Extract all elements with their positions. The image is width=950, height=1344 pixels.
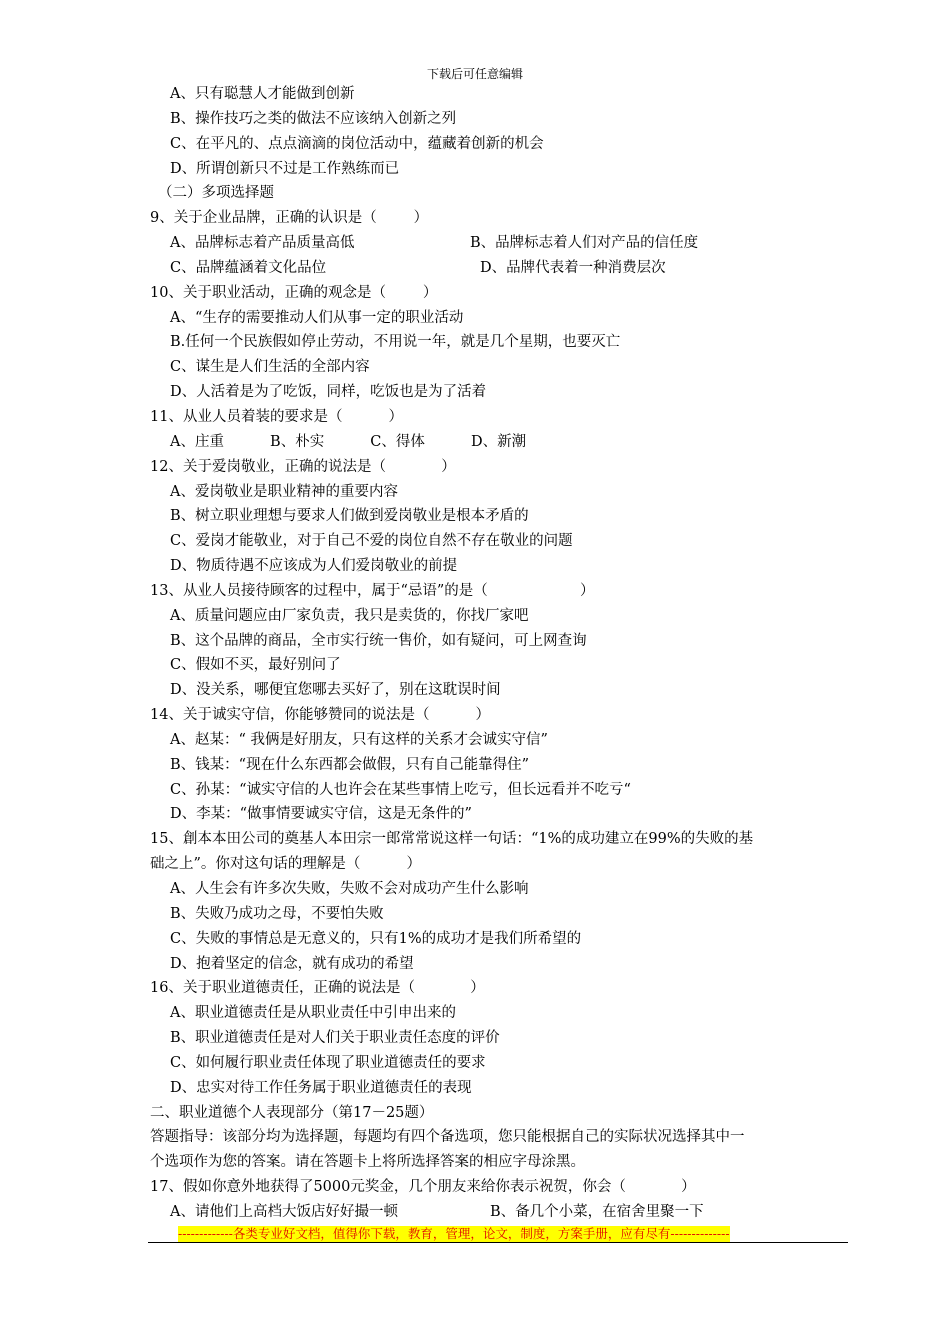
line-text: （二）多项选择题 (158, 185, 274, 202)
line-text: 15、創本本田公司的奠基人本田宗一郎常常说这样一句话：“1%的成功建立在99%的失败的基 (150, 831, 754, 848)
question-line (150, 1175, 840, 1200)
line-text: B、钱某：“现在什么东西都会做假，只有自己能靠得住” (170, 756, 529, 773)
line-text: A、职业道德责任是从职业责任中引申出来的 (170, 1005, 456, 1022)
option-line (150, 554, 840, 579)
question-line (150, 703, 840, 728)
option-line (150, 653, 840, 678)
line-text: A、质量问题应由厂家负责，我只是卖货的，你找厂家吧 (170, 607, 529, 624)
line-text: C、谋生是人们生活的全部内容 (170, 359, 370, 376)
option-line (150, 728, 840, 753)
line-text: B.任何一个民族假如停止劳动，不用说一年，就是几个星期，也要灭亡 (170, 334, 621, 351)
line-text: 础之上”。你对这句话的理解是（ ） (150, 856, 422, 873)
question-line (150, 827, 840, 852)
option-line (150, 1200, 840, 1225)
line-text: A、只有聪慧人才能做到创新 (170, 86, 355, 102)
line-text: D、抱着坚定的信念，就有成功的希望 (170, 955, 414, 972)
option-line (150, 952, 840, 977)
line-text: A、人生会有许多次失败，失败不会对成功产生什么影响 (170, 881, 529, 897)
line-text: B、树立职业理想与要求人们做到爱岗敬业是根本矛盾的 (170, 508, 529, 525)
line-text: C、假如不买，最好别问了 (170, 657, 341, 674)
line-text: D、没关系，哪便宜您哪去买好了，别在这耽误时间 (170, 682, 501, 699)
line-text: B、职业道德责任是对人们关于职业责任态度的评价 (170, 1030, 500, 1047)
option-line (150, 306, 840, 331)
line-text: C、孙某：“诚实守信的人也许会在某些事情上吃亏，但长远看并不吃亏“ (170, 781, 631, 798)
line-text: 10、关于职业活动，正确的观念是（ ） (150, 284, 438, 301)
line-text: 9、关于企业品牌，正确的认识是（ ） (150, 210, 429, 227)
question-line (150, 1125, 840, 1150)
option-line (150, 927, 840, 952)
option-line (150, 430, 840, 455)
question-line (150, 852, 840, 877)
question-line (150, 206, 840, 231)
line-text: D、人活着是为了吃饭，同样，吃饭也是为了活着 (170, 384, 487, 401)
line-text: D、所谓创新只不过是工作熟练而已 (170, 160, 400, 177)
line-text: A、赵某：“ 我俩是好朋友，只有这样的关系才会诚实守信” (170, 731, 548, 748)
line-text: 二、职业道德个人表现部分（第17－25题） (150, 1104, 434, 1121)
question-line (150, 455, 840, 480)
footer-rule (148, 1242, 848, 1243)
option-line (150, 1026, 840, 1051)
document-body (150, 82, 840, 1225)
line-text: D、李某：“做事情要诚实守信，这是无条件的” (170, 806, 472, 823)
option-line (150, 330, 840, 355)
line-text: 13、从业人员接待顾客的过程中，属于“忌语”的是（ ） (150, 582, 595, 599)
option-line (150, 231, 840, 256)
option-line (150, 380, 840, 405)
option-line (150, 107, 840, 132)
line-text: C、品牌蕴涵着文化品位 (170, 259, 327, 276)
line-text: A、爱岗敬业是职业精神的重要内容 (170, 483, 398, 500)
option-line (150, 753, 840, 778)
question-line (150, 405, 840, 430)
option-line (150, 1001, 840, 1026)
question-line (150, 1101, 840, 1126)
line-text: A、庄重 B、朴实 C、得体 D、新潮 (170, 433, 527, 450)
option-line-second: B、备几个小菜，在宿舍里聚一下 (490, 1203, 704, 1220)
option-line (150, 678, 840, 703)
question-line (150, 281, 840, 306)
option-line (150, 604, 840, 629)
option-line (150, 157, 840, 182)
option-line (150, 1051, 840, 1076)
section-heading (150, 181, 840, 206)
option-line (150, 504, 840, 529)
line-text: 14、关于诚实守信，你能够赞同的说法是（ ） (150, 707, 491, 724)
question-line (150, 976, 840, 1001)
option-line (150, 778, 840, 803)
line-text: C、如何履行职业责任体现了职业道德责任的要求 (170, 1054, 486, 1071)
option-line-second: B、品牌标志着人们对产品的信任度 (470, 235, 699, 252)
option-line (150, 256, 840, 281)
line-text: C、失败的事情总是无意义的，只有1%的成功才是我们所希望的 (170, 930, 582, 947)
option-line (150, 1076, 840, 1101)
line-text: D、物质待遇不应该成为人们爱岗敬业的前提 (170, 558, 458, 575)
footer-banner: -------------各类专业好文档，值得你下载，教育，管理，论文，制度，方案手册，应有尽有-------------- (178, 1226, 730, 1241)
option-line (150, 355, 840, 380)
option-line (150, 629, 840, 654)
line-text: B、这个品牌的商品，全市实行统一售价，如有疑问，可上网查询 (170, 632, 587, 649)
page-header: 下载后可任意编辑 (426, 67, 523, 81)
line-text: B、失败乃成功之母，不要怕失败 (170, 905, 384, 922)
option-line-second: D、品牌代表着一种消费层次 (480, 259, 666, 276)
line-text: 答题指导：该部分均为选择题，每题均有四个备选项，您只能根据自己的实际状况选择其中一 (150, 1129, 745, 1146)
question-line (150, 579, 840, 604)
line-text: 17、假如你意外地获得了5000元奖金，几个朋友来给你表示祝贺，你会（ ） (150, 1179, 696, 1196)
option-line (150, 480, 840, 505)
option-line (150, 802, 840, 827)
line-text: 个选项作为您的答案。请在答题卡上将所选择答案的相应字母涂黑。 (150, 1154, 585, 1171)
line-text: C、在平凡的、点点滴滴的岗位活动中，蕴藏着创新的机会 (170, 135, 544, 152)
line-text: A、品牌标志着产品质量高低 (170, 235, 355, 252)
question-line (150, 1150, 840, 1175)
option-line (150, 132, 840, 157)
line-text: 11、从业人员着装的要求是（ ） (150, 408, 404, 425)
line-text: D、忠实对待工作任务属于职业道德责任的表现 (170, 1079, 472, 1096)
line-text: C、爱岗才能敬业，对于自己不爱的岗位自然不存在敬业的问题 (170, 533, 573, 550)
line-text: 12、关于爱岗敬业，正确的说法是（ ） (150, 458, 456, 475)
option-line (150, 877, 840, 902)
option-line (150, 82, 840, 107)
line-text: B、操作技巧之类的做法不应该纳入创新之列 (170, 110, 457, 127)
line-text: 16、关于职业道德责任，正确的说法是（ ） (150, 980, 485, 997)
option-line (150, 529, 840, 554)
option-line (150, 902, 840, 927)
line-text: A、“生存的需要推动人们从事一定的职业活动 (170, 309, 464, 326)
line-text: A、请他们上高档大饭店好好撮一顿 (170, 1203, 398, 1220)
